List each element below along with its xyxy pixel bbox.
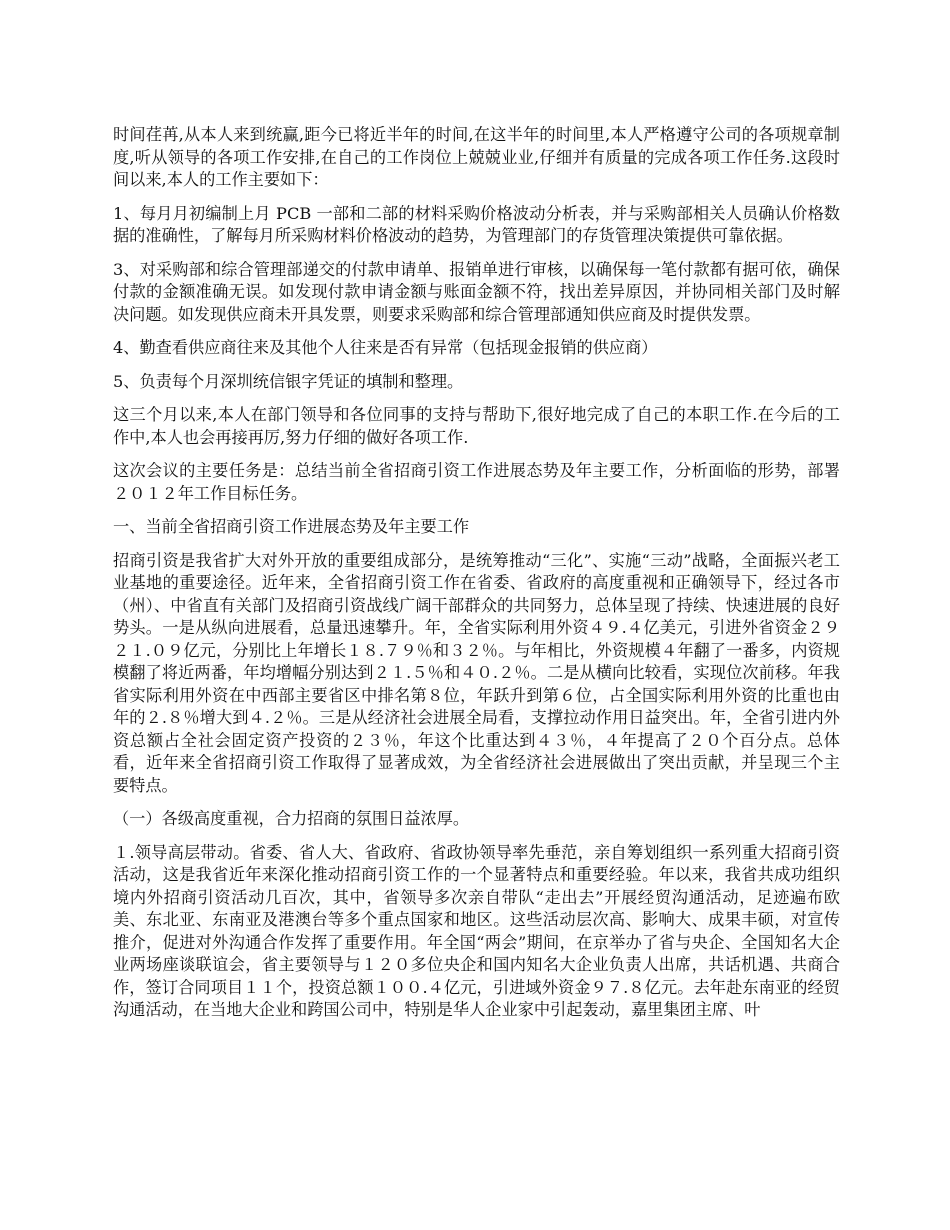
- work-item-1: 1、每月月初编制上月 PCB 一部和二部的材料采购价格波动分析表，并与采购部相关人员确认价格数据的准确性，了解每月所采购材料价格波动的趋势，为管理部门的存货管理决策提供可靠依据。: [113, 203, 840, 245]
- section-heading-1: 一、当前全省招商引资工作进展态势及年主要工作: [113, 517, 470, 536]
- work-item-5: 5、负责每个月深圳统信银字凭证的填制和整理。: [113, 371, 464, 391]
- summary-paragraph: 这三个月以来,本人在部门领导和各位同事的支持与帮助下,很好地完成了自己的本职工作.在今后的工作中,本人也会再接再厉,努力仔细的做好各项工作.: [113, 405, 840, 447]
- subsection-heading-1: （一）各级高度重视，合力招商的氛围日益浓厚。: [113, 809, 470, 828]
- investment-overview-paragraph: 招商引资是我省扩大对外开放的重要组成部分，是统筹推动“三化”、实施“三动”战略，全面振兴老工业基地的重要途径。近年来，全省招商引资工作在省委、省政府的高度重视和正确领导下，经过各市（州）、中省直有关部门及招商引资战线广阔干部群众的共同努力，总体呈现了持续、快速进展的良好势头。一是从纵向进展看，总量迅速攀升。年，全省实际利用外资４９.４亿美元，引进外省资金２９２１.０９亿元，分别比上年增长１８.７９％和３２％。与年相比，外资规模４年翻了一番多，内资规模翻了将近两番，年均增幅分别达到２１.５％和４０.２％。二是从横向比较看，实现位次前移。年我省实际利用外资在中西部主要省区中排名第８位，年跃升到第６位，占全国实际利用外资的比重也由年的２.８％增大到４.２％。三是从经济社会进展全局看，支撑拉动作用日益突出。年，全省引进内外资总额占全社会固定资产投资的２３％，年这个比重达到４３％，４年提高了２０个百分点。总体看，近年来全省招商引资工作取得了显著成效，为全省经济社会进展做出了突出贡献，并呈现三个主要特点。: [113, 550, 840, 795]
- meeting-tasks-paragraph: 这次会议的主要任务是：总结当前全省招商引资工作进展态势及年主要工作，分析面临的形势，部署２０１２年工作目标任务。: [113, 461, 840, 503]
- intro-paragraph: 时间荏苒,从本人来到统赢,距今已将近半年的时间,在这半年的时间里,本人严格遵守公司的各项规章制度,听从领导的各项工作安排,在自己的工作岗位上兢兢业业,仔细并有质量的完成各项工作任务.这段时间以来,本人的工作主要如下：: [113, 125, 840, 189]
- leadership-paragraph: １.领导高层带动。省委、省人大、省政府、省政协领导率先垂范，亲自筹划组织一系列重大招商引资活动，这是我省近年来深化推动招商引资工作的一个显著特点和重要经验。年以来，我省共成功组织境内外招商引资活动几百次，其中，省领导多次亲自带队“走出去”开展经贸沟通活动，足迹遍布欧美、东北亚、东南亚及港澳台等多个重点国家和地区。这些活动层次高、影响大、成果丰硕，对宣传推介，促进对外沟通合作发挥了重要作用。年全国“两会”期间，在京举办了省与央企、全国知名大企业两场座谈联谊会，省主要领导与１２０多位央企和国内知名大企业负责人出席，共话机遇、共商合作，签订合同项目１１个，投资总额１００.４亿元，引进域外资金９７.８亿元。去年赴东南亚的经贸沟通活动，在当地大企业和跨国公司中，特别是华人企业家中引起轰动，嘉里集团主席、叶: [113, 842, 840, 1019]
- work-item-3: 3、对采购部和综合管理部递交的付款申请单、报销单进行审核，以确保每一笔付款都有据可依，确保付款的金额准确无误。如发现付款申请金额与账面金额不符，找出差异原因，并协同相关部门及时解决问题。如发现供应商未开具发票，则要求采购部和综合管理部通知供应商及时提供发票。: [113, 259, 840, 324]
- work-item-4: 4、勤查看供应商往来及其他个人往来是否有异常（包括现金报销的供应商）: [113, 338, 658, 357]
- document-body: [113, 124, 840, 1033]
